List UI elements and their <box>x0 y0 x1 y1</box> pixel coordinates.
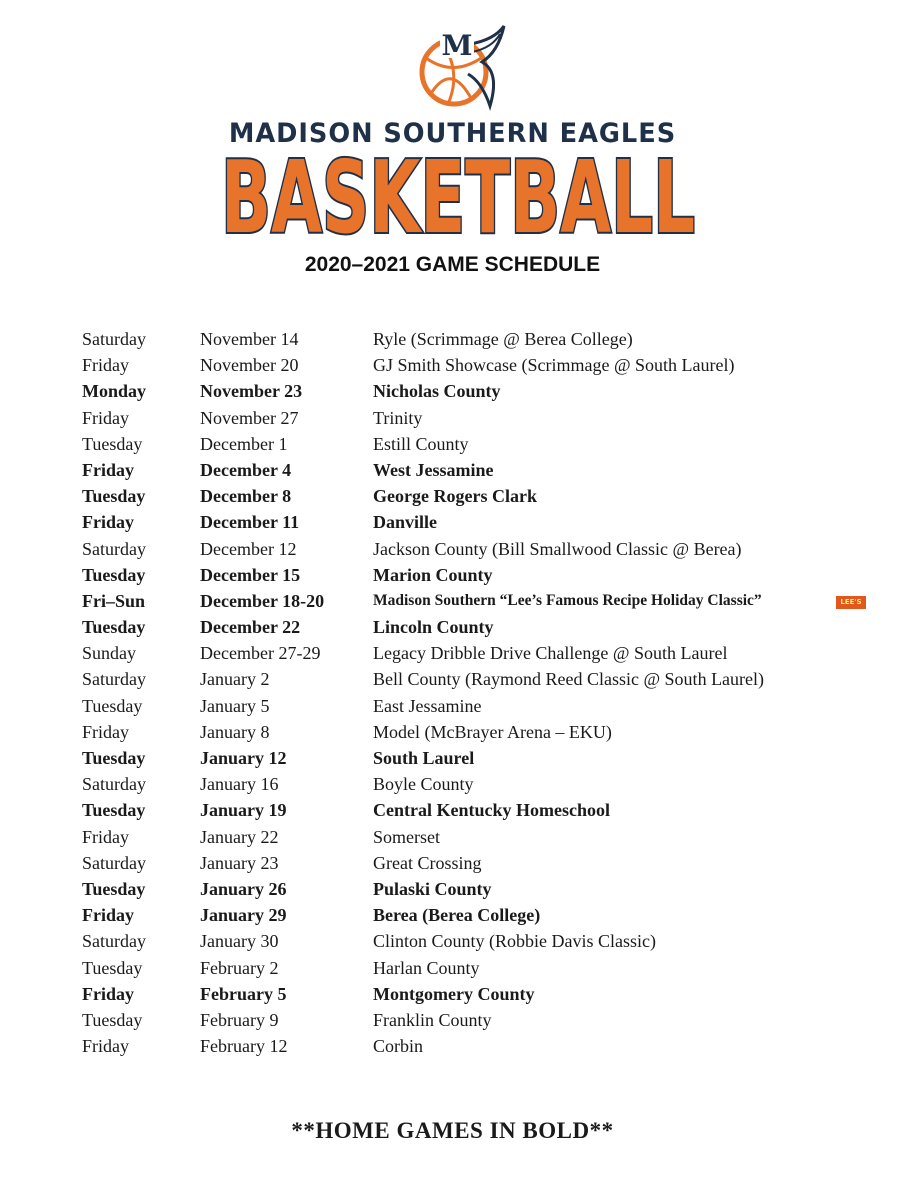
game-day: Friday <box>82 407 129 428</box>
game-date: January 8 <box>200 721 270 742</box>
game-opponent: Model (McBrayer Arena – EKU) <box>373 721 612 742</box>
game-day: Friday <box>82 512 134 533</box>
sport-word: BASKETBALL <box>221 148 695 240</box>
game-opponent: Bell County (Raymond Reed Classic @ South Laurel) <box>373 669 765 690</box>
game-opponent: GJ Smith Showcase (Scrimmage @ South Laurel) <box>373 355 735 376</box>
game-date: November 14 <box>200 329 299 349</box>
game-opponent: Great Crossing <box>373 852 482 873</box>
game-day: Tuesday <box>82 486 146 507</box>
schedule-row <box>0 981 905 1007</box>
game-date: December 22 <box>200 617 301 638</box>
schedule-row <box>0 509 905 535</box>
game-opponent: Franklin County <box>373 1009 492 1030</box>
team-name: MADISON SOUTHERN EAGLES <box>228 118 677 149</box>
game-date: January 30 <box>200 931 279 952</box>
game-day: Saturday <box>82 931 146 952</box>
game-date: January 29 <box>200 905 287 926</box>
game-date: January 23 <box>200 852 279 873</box>
game-opponent: Marion County <box>373 564 493 585</box>
game-opponent: Trinity <box>373 407 423 428</box>
schedule-row <box>0 719 905 745</box>
game-opponent: Pulaski County <box>373 878 492 899</box>
schedule-row <box>0 640 905 666</box>
game-date: December 12 <box>200 538 297 559</box>
game-opponent: Berea (Berea College) <box>373 905 541 926</box>
game-date: January 26 <box>200 878 287 899</box>
game-opponent: Ryle (Scrimmage @ Berea College) <box>373 329 633 349</box>
game-day: Friday <box>82 459 134 480</box>
game-day: Saturday <box>82 669 146 690</box>
home-games-note: **HOME GAMES IN BOLD** <box>291 1118 614 1143</box>
game-day: Tuesday <box>82 748 146 768</box>
game-opponent: Danville <box>373 512 438 533</box>
game-opponent: Boyle County <box>373 774 474 795</box>
game-day: Saturday <box>82 774 146 795</box>
schedule-row <box>0 824 905 850</box>
game-day: Friday <box>82 355 129 376</box>
game-date: January 5 <box>200 695 270 716</box>
game-opponent: South Laurel <box>373 748 475 768</box>
basketball-icon <box>412 22 508 114</box>
game-day: Saturday <box>82 538 146 559</box>
game-day: Saturday <box>82 852 146 873</box>
schedule-row <box>0 902 905 928</box>
schedule-row <box>0 352 905 378</box>
game-day: Fri–Sun <box>82 590 146 611</box>
game-day: Tuesday <box>82 800 146 821</box>
game-opponent: Madison Southern “Lee’s Famous Recipe Holiday Classic” <box>373 591 762 609</box>
schedule-row <box>0 876 905 902</box>
game-day: Tuesday <box>82 695 143 716</box>
schedule-row <box>0 326 905 352</box>
game-opponent: George Rogers Clark <box>373 486 537 507</box>
schedule-row <box>0 431 905 457</box>
game-day: Tuesday <box>82 878 146 899</box>
schedule-row <box>0 457 905 483</box>
game-opponent: Central Kentucky Homeschool <box>373 800 610 821</box>
schedule-row <box>0 483 905 509</box>
game-opponent: Somerset <box>373 826 440 847</box>
game-opponent: Estill County <box>373 433 469 454</box>
game-day: Friday <box>82 905 134 926</box>
schedule-title: 2020–2021 GAME SCHEDULE <box>304 253 601 276</box>
schedule-row <box>0 745 905 771</box>
schedule-row <box>0 1007 905 1033</box>
game-opponent: Lincoln County <box>373 617 494 638</box>
sponsor-logo: LEE'S <box>836 596 866 609</box>
game-date: December 4 <box>200 459 292 480</box>
schedule-row <box>0 562 905 588</box>
logo-letter: M <box>441 29 473 62</box>
game-date: November 23 <box>200 381 303 402</box>
schedule-row <box>0 850 905 876</box>
game-day: Friday <box>82 721 129 742</box>
game-day: Friday <box>82 1036 129 1057</box>
schedule-row <box>0 928 905 954</box>
schedule-row <box>0 536 905 562</box>
game-date: December 15 <box>200 564 301 585</box>
game-day: Tuesday <box>82 617 146 638</box>
game-opponent: West Jessamine <box>373 459 494 480</box>
game-day: Tuesday <box>82 957 143 978</box>
schedule-row <box>0 771 905 797</box>
game-date: January 2 <box>200 669 270 690</box>
schedule-table <box>0 326 905 1059</box>
schedule-row <box>0 378 905 404</box>
schedule-row <box>0 797 905 823</box>
game-date: December 8 <box>200 486 292 507</box>
game-date: December 1 <box>200 433 288 454</box>
game-opponent: Clinton County (Robbie Davis Classic) <box>373 931 656 952</box>
game-day: Friday <box>82 826 129 847</box>
game-date: December 27-29 <box>200 643 321 664</box>
game-date: November 20 <box>200 355 299 376</box>
team-logo <box>412 22 508 114</box>
schedule-row <box>0 588 905 614</box>
schedule-row <box>0 955 905 981</box>
game-day: Sunday <box>82 643 136 664</box>
game-date: January 22 <box>200 826 279 847</box>
sport-wordmark <box>218 148 698 240</box>
game-opponent: Montgomery County <box>373 983 535 1004</box>
game-date: November 27 <box>200 407 299 428</box>
game-date: December 11 <box>200 512 300 533</box>
game-day: Tuesday <box>82 1009 143 1030</box>
game-opponent: Corbin <box>373 1036 424 1057</box>
game-day: Tuesday <box>82 433 143 454</box>
game-opponent: Legacy Dribble Drive Challenge @ South Laurel <box>373 643 728 664</box>
game-date: January 19 <box>200 800 287 821</box>
game-day: Friday <box>82 983 134 1004</box>
game-opponent: Jackson County (Bill Smallwood Classic @ Berea) <box>373 538 742 559</box>
game-opponent: Harlan County <box>373 957 480 978</box>
game-opponent: Nicholas County <box>373 381 501 402</box>
schedule-row <box>0 666 905 692</box>
game-date: February 12 <box>200 1036 288 1057</box>
game-date: December 18-20 <box>200 590 325 611</box>
game-opponent: East Jessamine <box>373 695 482 716</box>
schedule-row <box>0 693 905 719</box>
schedule-row <box>0 405 905 431</box>
schedule-row <box>0 614 905 640</box>
game-date: February 5 <box>200 983 287 1004</box>
game-date: February 2 <box>200 957 279 978</box>
schedule-row <box>0 1033 905 1059</box>
game-day: Monday <box>82 381 147 402</box>
game-date: January 16 <box>200 774 279 795</box>
game-date: February 9 <box>200 1009 279 1030</box>
game-date: January 12 <box>200 748 287 768</box>
game-day: Saturday <box>82 329 146 349</box>
game-day: Tuesday <box>82 564 146 585</box>
